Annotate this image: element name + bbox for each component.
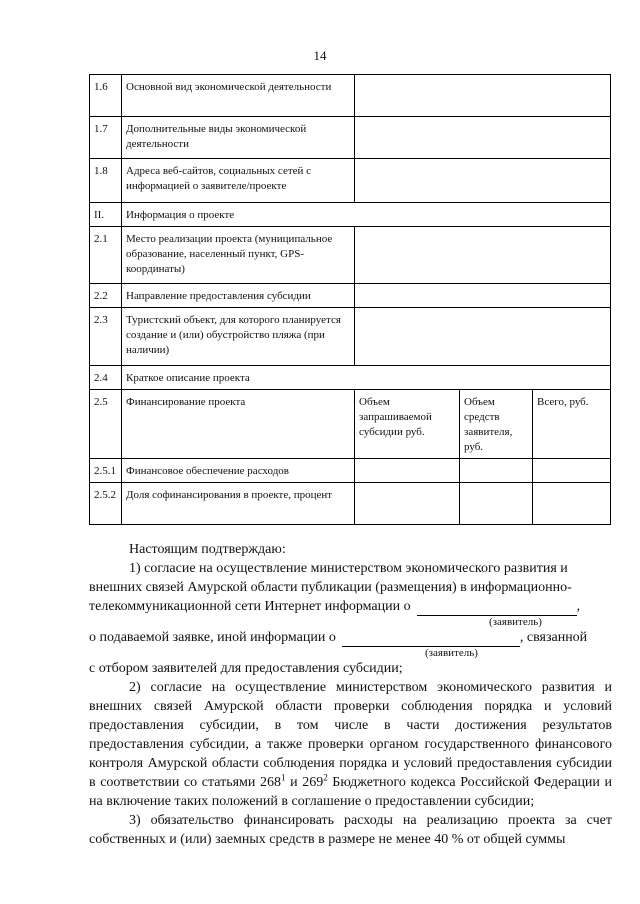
applicant-name-blank [417, 601, 577, 616]
table-row [90, 117, 611, 159]
row-label: Направление предоставления субсидии [122, 284, 355, 308]
row-label: Финансирование проекта [122, 390, 355, 459]
row-number: 2.4 [90, 366, 122, 390]
value-cell [460, 459, 533, 483]
consent-2-paragraph [89, 678, 612, 811]
column-header-total: Всего, руб. [533, 390, 611, 459]
page-number: 14 [313, 48, 327, 63]
table-row [90, 483, 611, 525]
consent-2-text-c: Бюджетного кодекса Российской Федерации и на включение таких положений в соглашение о предоставлении субсидии; [89, 775, 613, 809]
value-cell [355, 483, 460, 525]
applicant-name-blank [342, 632, 520, 647]
value-cell [533, 459, 611, 483]
consent-2-text-b: и 269 [285, 775, 324, 790]
consent-2-text-a: 2) согласие на осуществление министерством экономического развития и внешних связей Амурской области проверки соблюдения порядка и условий предоставления субсидии, в том числе в части достижения результатов предоставления субсидии, а также проверки органом государственного финансового контроля Амурской области соблюдения порядка и условий предоставления субсидии в соответствии со статьями 268 [89, 680, 612, 790]
confirmation-heading: Настоящим подтверждаю: [129, 542, 286, 557]
consent-1-comma: , [576, 599, 581, 614]
row-number: 2.5.2 [90, 483, 122, 525]
consent-1-line-5: с отбором заявителей для предоставления субсидии; [89, 661, 403, 676]
value-cell [355, 75, 611, 117]
row-label: Основной вид экономической деятельности [122, 75, 355, 117]
value-cell [355, 459, 460, 483]
column-header-applicant-funds: Объем средств заявителя, руб. [460, 390, 533, 459]
value-cell [355, 159, 611, 203]
row-label: Финансовое обеспечение расходов [122, 459, 355, 483]
row-number: 2.1 [90, 227, 122, 284]
project-info-table [89, 74, 611, 525]
value-cell [355, 284, 611, 308]
row-label: Место реализации проекта (муниципальное образование, населенный пункт, GPS-координаты) [122, 227, 355, 284]
row-label: Адреса веб-сайтов, социальных сетей с информацией о заявителе/проекте [122, 159, 355, 203]
column-header-subsidy: Объем запрашиваемой субсидии руб. [355, 390, 460, 459]
applicant-caption: (заявитель) [489, 616, 542, 628]
consent-1-line-4-text: о подаваемой заявке, иной информации о [89, 630, 336, 645]
row-number: 2.3 [90, 308, 122, 366]
section-title: Информация о проекте [122, 203, 611, 227]
table-row [90, 308, 611, 366]
value-cell [460, 483, 533, 525]
consent-1-line-4 [89, 628, 612, 647]
table-row [90, 203, 611, 227]
row-label: Туристский объект, для которого планируется создание и (или) обустройство пляжа (при наличии) [122, 308, 355, 366]
row-number: 1.8 [90, 159, 122, 203]
consent-1-line-4-end: , связанной [519, 630, 588, 645]
table-row [90, 227, 611, 284]
row-number: 2.5 [90, 390, 122, 459]
value-cell [533, 483, 611, 525]
consent-1-line-1: 1) согласие на осуществление министерством экономического развития и [129, 561, 568, 576]
table-row [90, 366, 611, 390]
row-number: II. [90, 203, 122, 227]
table-row [90, 75, 611, 117]
consent-1-line-2: внешних связей Амурской области публикации (размещения) в информационно- [89, 580, 572, 595]
value-cell [355, 227, 611, 284]
table-row [90, 284, 611, 308]
table-row [90, 459, 611, 483]
row-label: Краткое описание проекта [122, 366, 611, 390]
footnote-mark: 1 [281, 772, 286, 783]
footnote-mark: 2 [323, 772, 328, 783]
row-number: 2.2 [90, 284, 122, 308]
table-row [90, 390, 611, 459]
applicant-caption: (заявитель) [425, 647, 478, 659]
obligation-3-paragraph: 3) обязательство финансировать расходы на реализацию проекта за счет собственных и (или) заемных средств в размере не менее 40 % от общей суммы [89, 813, 612, 847]
row-label: Доля софинансирования в проекте, процент [122, 483, 355, 525]
value-cell [355, 117, 611, 159]
value-cell [355, 308, 611, 366]
consent-1-line-3 [89, 597, 612, 616]
table-row [90, 159, 611, 203]
consent-1-line-3-text: телекоммуникационной сети Интернет информации о [89, 599, 411, 614]
row-number: 1.6 [90, 75, 122, 117]
row-number: 2.5.1 [90, 459, 122, 483]
row-number: 1.7 [90, 117, 122, 159]
row-label: Дополнительные виды экономической деятельности [122, 117, 355, 159]
confirmation-text [89, 540, 612, 849]
